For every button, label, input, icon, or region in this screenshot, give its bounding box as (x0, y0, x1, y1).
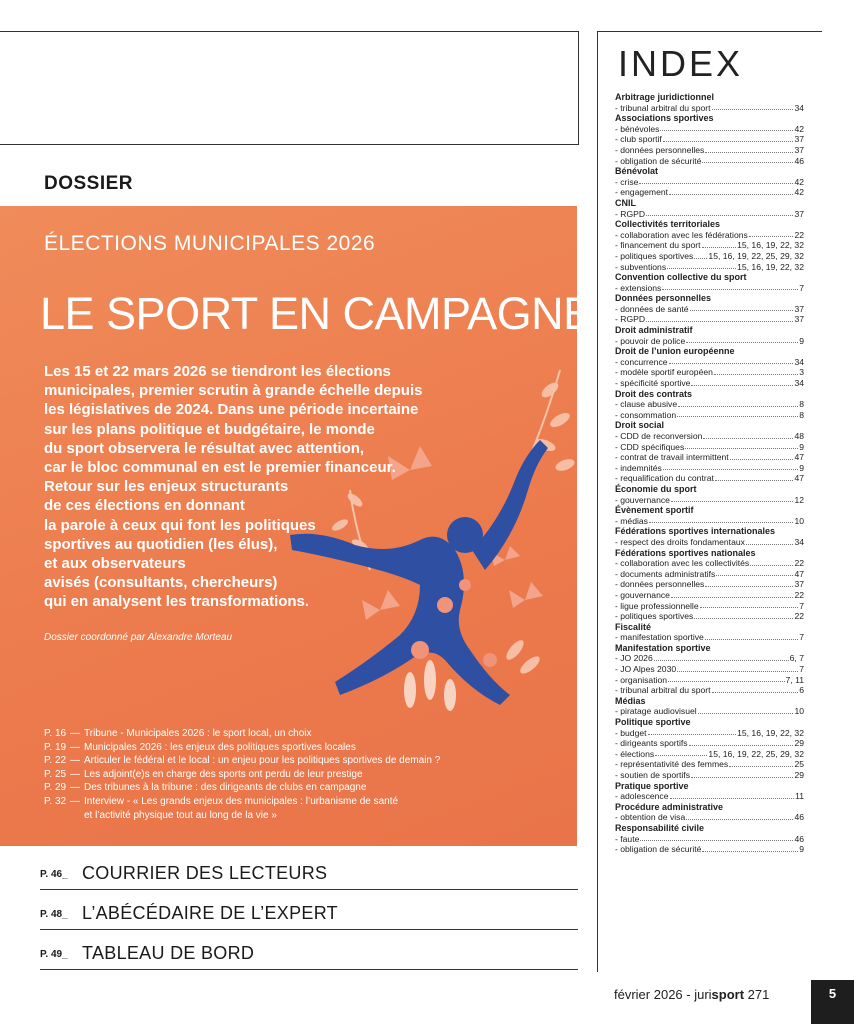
index-entry-label: - requalification du contrat (615, 473, 714, 484)
index-entry-label: - représentativité des femmes (615, 759, 729, 770)
index-list (615, 92, 804, 855)
header-frame (0, 31, 579, 145)
index-leader-dots (646, 209, 793, 217)
lead-line: sur les plans politique et budgétaire, le monde (44, 420, 375, 438)
index-leader-dots (705, 579, 793, 587)
index-leader-dots (746, 537, 794, 545)
index-entry-pages: 9 (799, 335, 804, 346)
toc-item[interactable]: P. 29 — Des tribunes à la tribune : des dirigeants de clubs en campagne (44, 782, 367, 794)
index-category: Associations sportives (615, 113, 714, 124)
index-entry-pages: 9 (799, 462, 804, 473)
index-entry[interactable] (615, 685, 804, 696)
index-entry[interactable] (615, 431, 804, 442)
section-title: COURRIER DES LECTEURS (82, 863, 328, 883)
index-category: Manifestation sportive (615, 642, 711, 653)
lead-line: car le bloc communal en est le premier financeur. (44, 459, 396, 477)
index-entry[interactable] (615, 706, 804, 717)
footer-issue: 271 (744, 987, 770, 1002)
index-entry-pages: 46 (794, 812, 804, 823)
lead-line: sportives au quotidien (les élus), (44, 535, 278, 553)
index-entry-pages: 22 (794, 229, 804, 240)
index-title: INDEX (618, 43, 744, 84)
index-entry[interactable] (615, 844, 804, 855)
feature-toc (44, 727, 440, 822)
index-entry[interactable] (615, 367, 804, 378)
index-entry-pages: 25 (794, 759, 804, 770)
footer-brand-juri: juri (694, 987, 712, 1002)
section-title: L’ABÉCÉDAIRE DE L’EXPERT (82, 903, 338, 923)
dossier-credit: Dossier coordonné par Alexandre Morteau (44, 632, 233, 643)
index-entry[interactable] (615, 675, 804, 686)
index-entry-label: - élections (615, 748, 655, 759)
toc-page: P. 25 (44, 768, 67, 780)
section-abecedaire[interactable] (40, 897, 578, 930)
index-leader-dots (698, 706, 794, 714)
index-category: Droit administratif (615, 325, 693, 336)
index-category: Données personnelles (615, 293, 712, 304)
index-entry-label: - obligation de sécurité (615, 155, 702, 166)
index-entry-label: - modèle sportif européen (615, 367, 713, 378)
index-entry-pages: 29 (794, 770, 804, 780)
index-entry[interactable] (615, 209, 804, 220)
index-entry-label: - respect des droits fondamentaux (615, 536, 745, 547)
index-entry-pages: 29 (794, 738, 804, 749)
section-page: P. 48_ (40, 909, 68, 920)
index-entry[interactable] (615, 653, 804, 664)
index-category: Responsabilité civile (615, 822, 705, 833)
index-leader-dots (677, 410, 798, 418)
footer-date: février 2026 - (614, 987, 695, 1002)
index-entry-label: - soutien de sportifs (615, 770, 690, 780)
index-entry[interactable] (615, 378, 804, 389)
index-entry-pages: 46 (794, 155, 804, 166)
index-entry[interactable] (615, 399, 804, 410)
toc-text: Interview - « Les grands enjeux des municipales : l’urbanisme de santé (84, 795, 399, 807)
index-entry-label: - spécificité sportive (615, 378, 691, 389)
toc-item[interactable]: P. 16 — Tribune - Municipales 2026 : le sport local, un choix (44, 728, 312, 739)
index-category: Arbitrage juridictionnel (615, 92, 715, 102)
index-leader-dots (712, 103, 794, 111)
index-leader-dots (694, 611, 793, 619)
index-leader-dots (663, 134, 794, 142)
index-leader-dots (705, 145, 793, 153)
toc-text: et l’activité physique tout au long de la vie » (84, 809, 277, 821)
feature-title: LE SPORT EN CAMPAGNE (40, 288, 593, 339)
index-entry[interactable] (615, 537, 804, 548)
index-entry-pages: 34 (794, 378, 804, 389)
index-leader-dots (690, 304, 794, 312)
index-entry-label: - concurrence (615, 356, 668, 367)
index-entry-pages: 8 (799, 399, 804, 410)
index-entry-pages: 34 (794, 356, 804, 367)
index-entry[interactable] (615, 452, 804, 463)
index-leader-dots (654, 653, 789, 661)
index-entry-label: - dirigeants sportifs (615, 738, 688, 749)
index-leader-dots (640, 834, 793, 842)
index-entry-label: - bénévoles (615, 123, 660, 134)
index-entry[interactable] (615, 632, 804, 643)
index-leader-dots (639, 177, 793, 185)
index-entry[interactable] (615, 357, 804, 368)
index-leader-dots (649, 516, 793, 524)
index-entry-label: - crise (615, 176, 639, 187)
index-leader-dots (655, 749, 707, 757)
index-leader-dots (677, 664, 798, 672)
page-number: 5 (811, 980, 854, 1024)
index-leader-dots (749, 230, 794, 238)
toc-text: Des tribunes à la tribune : des dirigeants de clubs en campagne (84, 782, 367, 794)
index-entry[interactable] (615, 516, 804, 527)
index-category: Droit de l’union européenne (615, 346, 735, 357)
index-entry[interactable] (615, 770, 804, 781)
index-leader-dots (671, 495, 793, 503)
index-entry-pages: 7 (799, 600, 804, 611)
index-entry[interactable] (615, 569, 804, 580)
index-entry[interactable] (615, 664, 804, 675)
index-entry[interactable] (615, 230, 804, 241)
index-entry-pages: 42 (794, 176, 804, 187)
index-entry[interactable] (615, 314, 804, 325)
index-leader-dots (715, 473, 794, 481)
index-entry[interactable] (615, 134, 804, 145)
lead-line: Les 15 et 22 mars 2026 se tiendront les élections (44, 363, 391, 380)
index-entry-label: - club sportif (615, 134, 662, 145)
index-entry[interactable] (615, 558, 804, 569)
toc-text: Les adjoint(e)s en charge des sports ont perdu de leur prestige (84, 768, 363, 780)
index-entry-pages: 22 (794, 558, 804, 569)
index-entry-pages: 34 (794, 102, 804, 113)
index-entry-label: - obtention de visa (615, 812, 686, 823)
index-entry[interactable] (615, 759, 804, 770)
index-leader-dots (686, 336, 798, 344)
section-title: TABLEAU DE BORD (82, 943, 255, 963)
index-leader-dots (703, 431, 793, 439)
index-leader-dots (686, 812, 793, 820)
index-entry-pages: 47 (794, 568, 804, 579)
index-entry-label: - pouvoir de police (615, 335, 686, 346)
toc-item[interactable]: P. 32 — Interview - « Les grands enjeux des municipales : l’urbanisme de santé (44, 795, 399, 807)
index-entry-pages: 6, 7 (789, 653, 804, 664)
index-entry[interactable] (615, 473, 804, 484)
index-leader-dots (702, 156, 793, 164)
index-entry-pages: 22 (794, 611, 804, 622)
index-entry-label: - obligation de sécurité (615, 844, 702, 855)
index-entry-pages: 37 (794, 303, 804, 314)
lead-line: de ces élections en donnant (44, 497, 245, 515)
index-category: Politique sportive (615, 717, 691, 728)
index-entry-label: - collaboration avec les collectivités (615, 558, 750, 569)
index-entry-pages: 15, 16, 19, 22, 25, 29, 32 (708, 748, 804, 759)
index-category: Pratique sportive (615, 780, 689, 791)
index-category: Droit social (615, 420, 665, 431)
toc-page: P. 16 (44, 728, 67, 739)
index-entry-pages: 47 (794, 452, 804, 463)
index-entry-label: - CDD de reconversion (615, 431, 703, 441)
lead-line: municipales, premier scrutin à grande échelle depuis (44, 382, 423, 400)
feature-kicker: ÉLECTIONS MUNICIPALES 2026 (44, 232, 376, 255)
section-courrier[interactable] (40, 857, 578, 890)
index-leader-dots (669, 187, 793, 195)
index-category: Collectivités territoriales (615, 219, 721, 230)
index-entry-pages: 10 (794, 515, 804, 526)
index-leader-dots (678, 399, 798, 407)
index-entry-label: - faute (615, 833, 640, 844)
index-category: Fédérations sportives nationales (615, 547, 756, 558)
index-leader-dots (716, 569, 793, 577)
index-entry[interactable] (615, 283, 804, 294)
index-entry-pages: 10 (794, 706, 804, 717)
index-leader-dots (730, 452, 794, 460)
lead-line: et aux observateurs (44, 555, 186, 573)
index-entry[interactable] (615, 611, 804, 622)
index-entry[interactable] (615, 728, 804, 739)
index-entry-pages: 22 (794, 589, 804, 600)
toc-text: Municipales 2026 : les enjeux des politiques sportives locales (84, 741, 356, 753)
index-entry-label: - engagement (615, 187, 669, 198)
section-label: DOSSIER (44, 173, 134, 194)
index-leader-dots (729, 759, 793, 767)
index-entry[interactable] (615, 156, 804, 167)
toc-page: P. 22 (44, 755, 67, 767)
index-entry[interactable] (615, 738, 804, 749)
index-leader-dots (671, 590, 793, 598)
index-category: Fédérations sportives internationales (615, 526, 776, 537)
index-entry-label: - JO 2026 (615, 653, 653, 664)
index-entry-pages: 7, 11 (785, 674, 804, 685)
toc-item[interactable]: P. 19 — Municipales 2026 : les enjeux des politiques sportives locales (44, 741, 356, 753)
index-entry-label: - manifestation sportive (615, 632, 704, 643)
index-entry[interactable] (615, 463, 804, 474)
index-entry-pages: 42 (794, 123, 804, 134)
index-entry[interactable] (615, 579, 804, 590)
index-leader-dots (685, 442, 798, 450)
index-entry-label: - financement du sport (615, 240, 701, 251)
index-entry-label: - politiques sportives (615, 250, 694, 261)
index-category: Fiscalité (615, 621, 652, 632)
index-leader-dots (660, 124, 793, 132)
index-category: Médias (615, 695, 646, 706)
index-entry-pages: 46 (794, 833, 804, 844)
index-entry-label: - données personnelles (615, 144, 705, 155)
index-entry-pages: 15, 16, 19, 22, 25, 29, 32 (708, 250, 804, 261)
index-leader-dots (668, 675, 784, 683)
index-entry-label: - consommation (615, 409, 677, 420)
index-entry[interactable] (615, 495, 804, 506)
lead-line: qui en analysent les transformations. (44, 593, 310, 611)
index-entry-label: - contrat de travail intermittent (615, 452, 729, 463)
toc-item[interactable]: P. 25 — Les adjoint(e)s en charge des sports ont perdu de leur prestige (44, 768, 363, 780)
index-leader-dots (667, 262, 736, 270)
index-entry-pages: 34 (794, 536, 804, 547)
index-entry-pages: 9 (799, 441, 804, 452)
index-entry[interactable] (615, 240, 804, 251)
toc-text: Articuler le fédéral et le local : un enjeu pour les politiques sportives de demain ? (84, 755, 441, 767)
index-entry-pages: 15, 16, 19, 22, 32 (737, 727, 804, 738)
index-leader-dots (648, 728, 737, 736)
index-leader-dots (646, 314, 793, 322)
index-entry[interactable] (615, 187, 804, 198)
index-entry-pages: 6 (799, 685, 804, 696)
index-entry-label: - extensions (615, 282, 662, 293)
footer-brand-sport: sport (711, 987, 745, 1002)
lead-line: avisés (consultants, chercheurs) (44, 574, 278, 592)
index-entry-pages: 15, 16, 19, 22, 32 (737, 240, 804, 251)
index-leader-dots (750, 558, 793, 566)
index-leader-dots (700, 601, 799, 609)
index-entry-pages: 7 (799, 664, 804, 675)
index-entry-label: - RGPD (615, 208, 646, 219)
index-leader-dots (705, 632, 798, 640)
index-leader-dots (712, 685, 799, 693)
toc-page: P. 29 (44, 782, 67, 794)
index-entry-label: - adolescence (615, 791, 669, 802)
index-leader-dots (662, 283, 798, 291)
index-category: Convention collective du sport (615, 272, 747, 283)
index-entry-label: - gouvernance (615, 494, 670, 505)
index-entry-label: - subventions (615, 261, 667, 272)
toc-text: Tribune - Municipales 2026 : le sport local, un choix (84, 728, 312, 739)
index-leader-dots (691, 378, 793, 386)
index-entry[interactable] (615, 749, 804, 760)
index-entry[interactable] (615, 834, 804, 845)
index-entry-label: - données de santé (615, 303, 689, 314)
index-entry-pages: 48 (794, 431, 804, 441)
index-entry-pages: 37 (794, 579, 804, 590)
toc-item-continued (44, 809, 440, 823)
index-leader-dots (669, 357, 794, 365)
index-leader-dots (691, 770, 793, 778)
index-entry[interactable] (615, 145, 804, 156)
index-entry-label: - collaboration avec les fédérations (615, 229, 748, 240)
index-entry-label: - documents administratifs (615, 568, 716, 579)
index-entry-pages: 7 (799, 632, 804, 643)
index-leader-dots (663, 463, 798, 471)
index-entry[interactable] (615, 124, 804, 135)
index-category: Économie du sport (615, 483, 697, 494)
section-page: P. 49_ (40, 949, 68, 960)
index-leader-dots (670, 791, 795, 799)
index-entry-pages: 3 (799, 367, 804, 378)
index-entry-pages: 42 (794, 187, 804, 198)
index-category: CNIL (615, 197, 636, 208)
index-entry-label: - gouvernance (615, 589, 670, 600)
index-entry[interactable] (615, 791, 804, 802)
lead-line: Retour sur les enjeux structurants (44, 478, 289, 496)
index-leader-dots (689, 738, 794, 746)
index-entry-label: - médias (615, 515, 648, 526)
index-entry[interactable] (615, 410, 804, 421)
index-entry-label: - données personnelles (615, 579, 705, 590)
index-entry-label: - tribunal arbitral du sport (615, 685, 711, 696)
index-entry-pages: 12 (794, 494, 804, 505)
index-entry[interactable] (615, 601, 804, 612)
index-entry-label: - organisation (615, 674, 668, 685)
index-entry-label: - JO Alpes 2030 (615, 664, 677, 675)
index-entry-pages: 47 (794, 473, 804, 484)
index-entry-label: - politiques sportives (615, 611, 694, 622)
index-entry-pages: 37 (794, 314, 804, 325)
index-entry-label: - RGPD (615, 314, 646, 325)
index-entry-label: - ligue professionnelle (615, 600, 699, 611)
index-entry-pages: 8 (799, 409, 804, 420)
feature-lead (44, 362, 424, 612)
index-entry[interactable] (615, 251, 804, 262)
index-entry[interactable] (615, 262, 804, 273)
index-entry[interactable] (615, 442, 804, 453)
index-entry-pages: 37 (794, 208, 804, 219)
index-category: Bénévolat (615, 166, 659, 177)
index-category: Évènement sportif (615, 505, 694, 516)
index-entry-pages: 15, 16, 19, 22, 32 (737, 261, 804, 272)
index-entry-label: - budget (615, 727, 647, 738)
index-entry-pages: 11 (795, 791, 804, 802)
index-entry[interactable] (615, 590, 804, 601)
index-entry[interactable] (615, 336, 804, 347)
toc-page: P. 19 (44, 741, 67, 753)
index-leader-dots (702, 844, 798, 852)
index-entry[interactable] (615, 304, 804, 315)
index-entry-pages: 37 (794, 144, 804, 155)
index-entry-label: - indemnités (615, 462, 662, 473)
index-entry-pages: 37 (794, 134, 804, 145)
index-leader-dots (714, 367, 798, 375)
index-entry-pages: 7 (799, 282, 804, 293)
index-leader-dots (702, 240, 737, 248)
index-entry-label: - CDD spécifiques (615, 441, 685, 452)
section-tableau[interactable] (40, 937, 578, 970)
index-entry[interactable] (615, 103, 804, 114)
index-entry[interactable] (615, 177, 804, 188)
index-entry-label: - piratage audiovisuel (615, 706, 697, 717)
toc-page: P. 32 (44, 795, 67, 807)
page-footer (614, 987, 769, 1002)
lead-line: du sport observera le résultat avec attention, (44, 439, 365, 457)
index-entry[interactable] (615, 812, 804, 823)
index-entry-label: - tribunal arbitral du sport (615, 102, 711, 113)
index-entry-label: - clause abusive (615, 399, 678, 410)
section-page: P. 46_ (40, 869, 68, 880)
toc-item[interactable]: P. 22 — Articuler le fédéral et le local : un enjeu pour les politiques sportives de demain ? (44, 755, 441, 767)
index-leader-dots (694, 251, 707, 259)
lead-line: la parole à ceux qui font les politiques (44, 516, 316, 534)
index-category: Droit des contrats (615, 388, 693, 399)
index-entry-pages: 9 (799, 844, 804, 855)
lead-line: les législatives de 2024. Dans une période incertaine (44, 401, 419, 419)
index-category: Procédure administrative (615, 801, 724, 812)
